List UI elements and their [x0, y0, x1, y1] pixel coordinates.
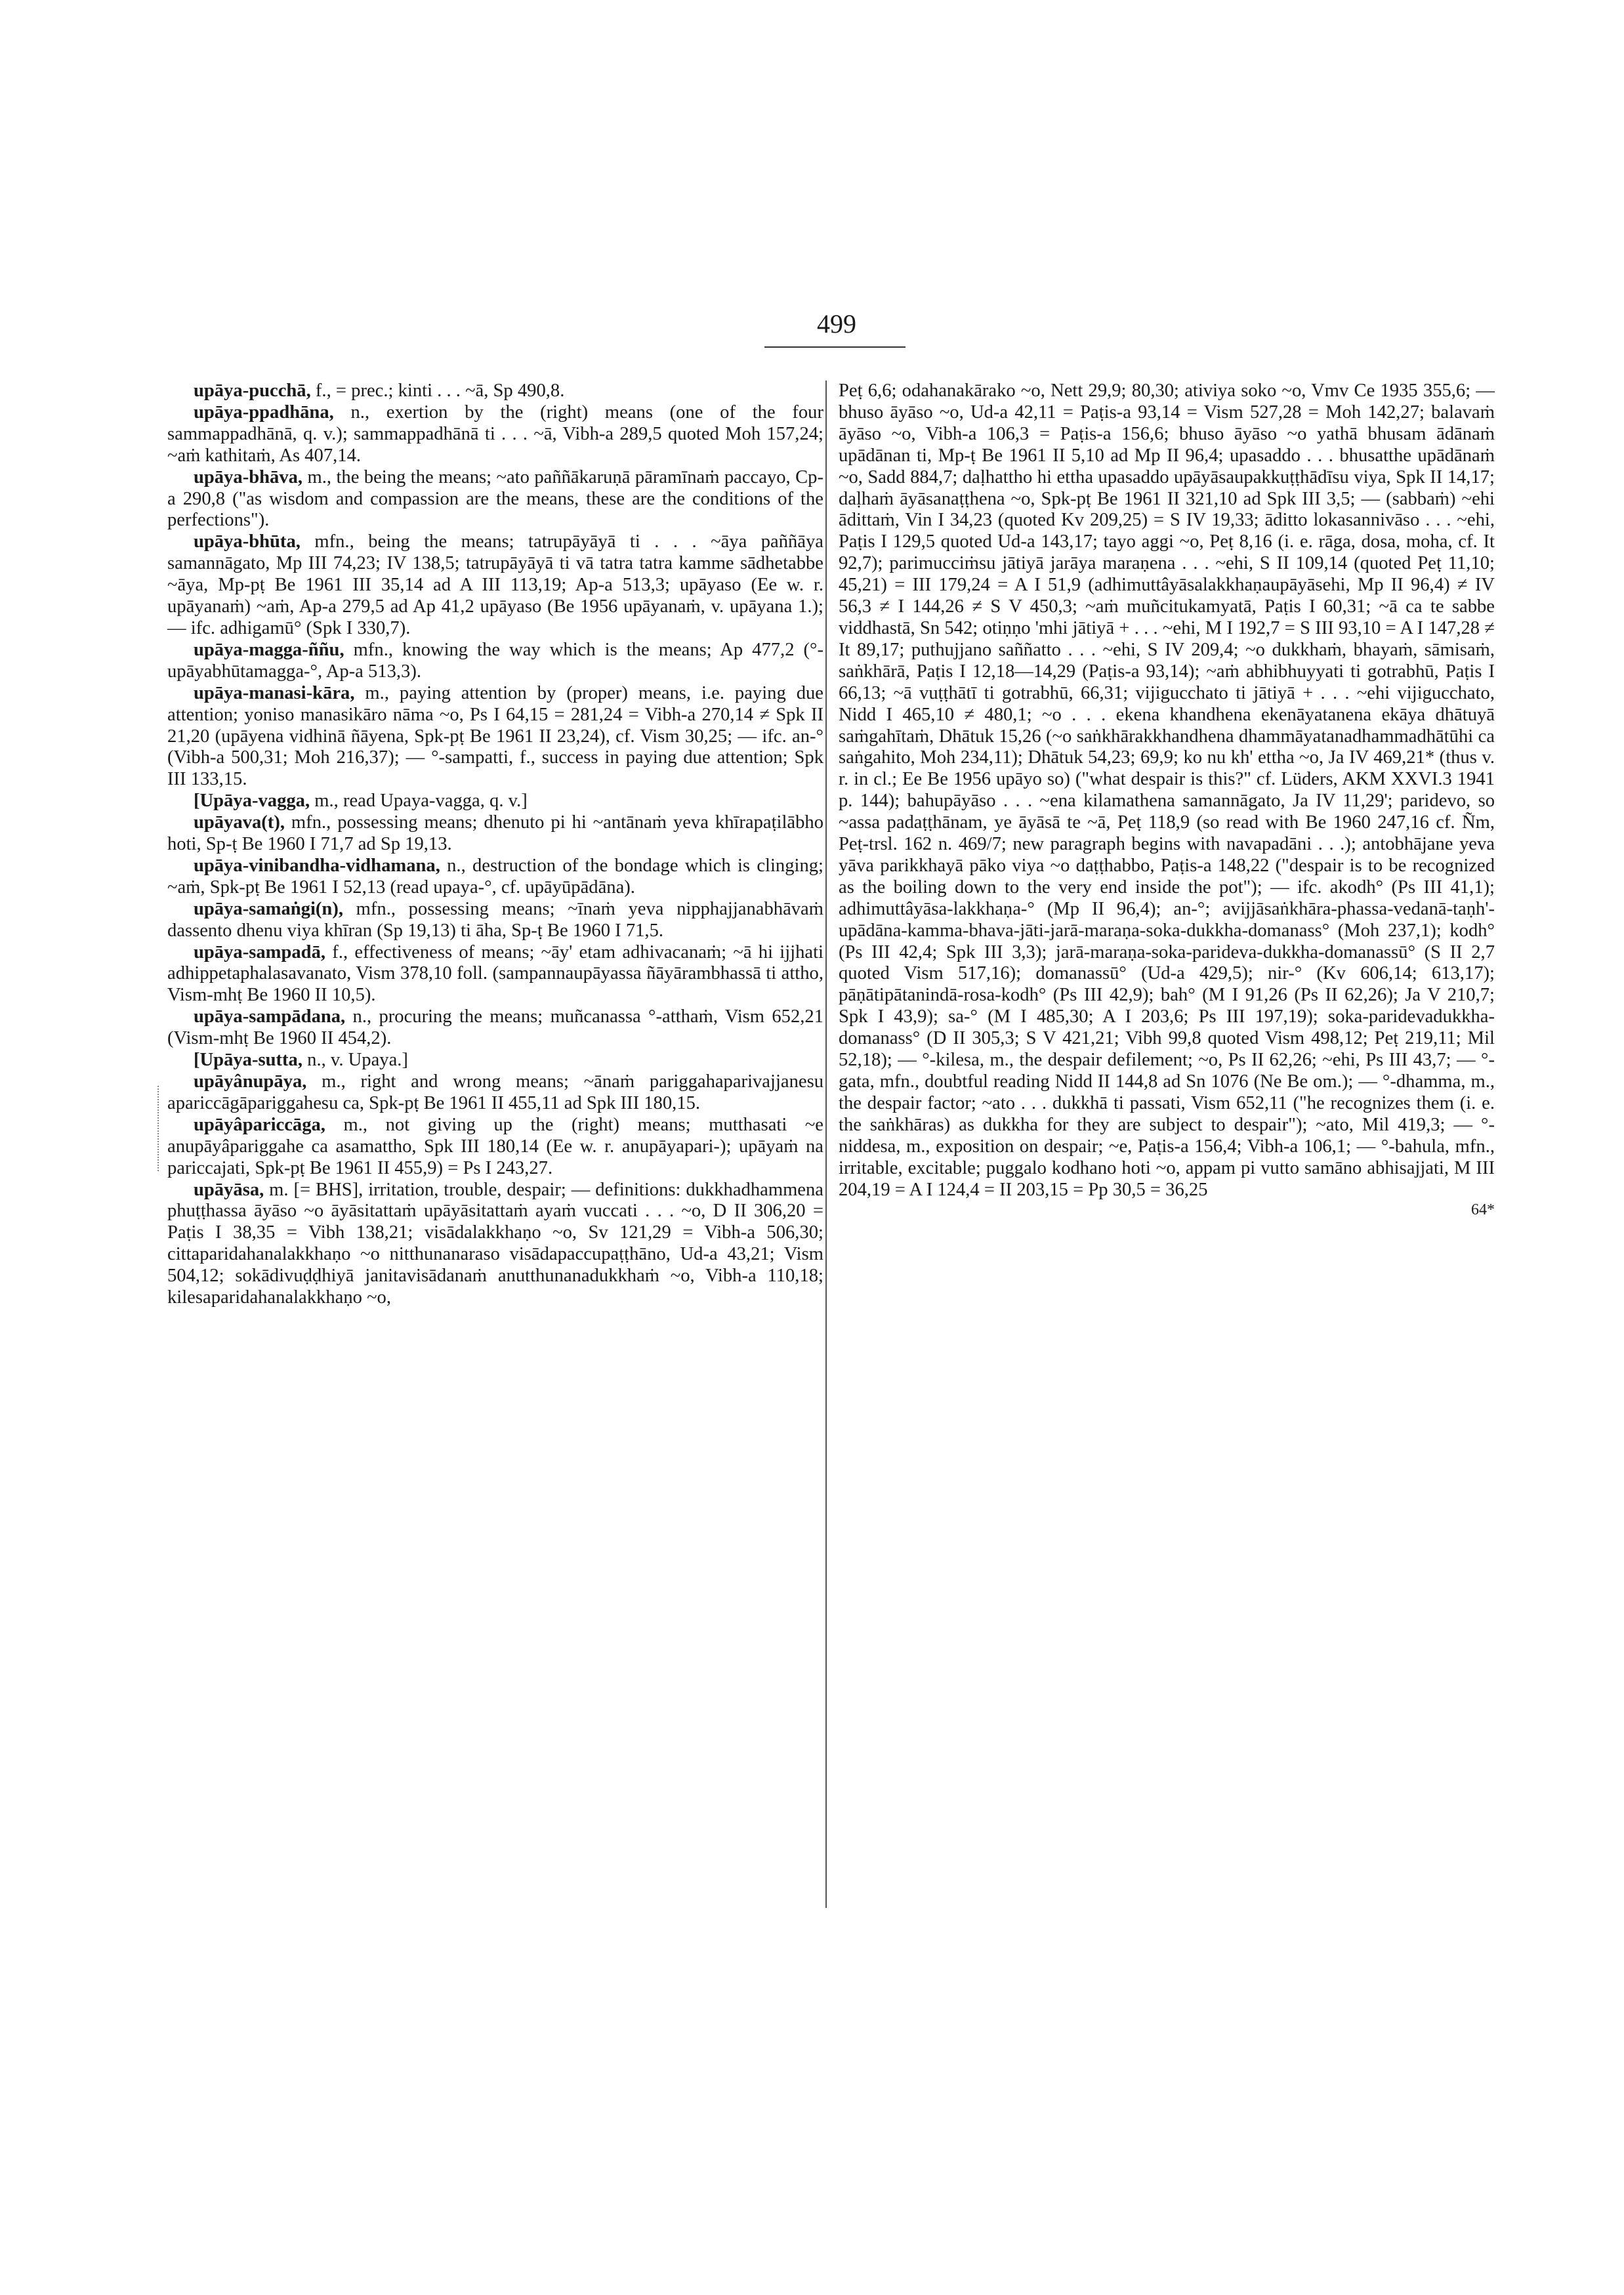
- dictionary-entry: [167, 1071, 823, 1115]
- dictionary-entry: [167, 812, 823, 856]
- entry-headword: upāyāsa,: [194, 1179, 264, 1200]
- dictionary-entry: [167, 467, 823, 532]
- entry-body: m., read Upaya-vagga, q. v.]: [310, 791, 528, 812]
- right-column: [839, 381, 1495, 1218]
- entry-headword: upāya-bhāva,: [194, 466, 303, 487]
- dictionary-entry: [167, 942, 823, 1007]
- entry-headword: upāya-sampadā,: [194, 941, 326, 962]
- dictionary-entry: [167, 791, 823, 812]
- dictionary-entry: [167, 683, 823, 791]
- entry-body: m., paying attention by (proper) means, i.e. paying due attention; yoniso manasikāro nāma ~o, Ps I 64,15 = 281,24 = Vibh-a 270,14 ≠ Spk II 21,20 (upāyena vidhinā ñāyena, Spk-pṭ Be 1961 II 23,24), cf. Vism 30,25; — ifc. an-° (Vibh-a 500,31; Moh 216,37); — °-sampatti, f., success in paying due attention; Spk III 133,15.: [167, 682, 823, 790]
- entry-headword: upāya-pucchā,: [194, 381, 311, 401]
- entry-headword: upāya-ppadhāna,: [194, 402, 334, 423]
- entry-headword: [Upāya-vagga,: [194, 791, 310, 812]
- dictionary-entry: [167, 402, 823, 467]
- dictionary-entry: [167, 1180, 823, 1309]
- entry-body: f., effectiveness of means; ~āy' etam adhivacanaṁ; ~ā hi ijjhati adhippetaphalasavanato, Vism 378,10 foll. (sampannaupāyassa ñāyārambhassā ti attho, Vism-mhṭ Be 1960 II 10,5).: [167, 941, 823, 1006]
- entry-headword: upāya-samaṅgi(n),: [194, 898, 343, 919]
- dictionary-entry: [167, 899, 823, 942]
- dictionary-entry: [167, 381, 823, 402]
- entry-body: n., v. Upaya.]: [302, 1050, 408, 1071]
- entry-body: m. [= BHS], irritation, trouble, despair; — definitions: dukkhadhammena phuṭṭhassa āyāso ~o āyāsitattaṁ upāyāsitattaṁ ayaṁ vuccati . . . ~o, D II 306,20 = Paṭis I 38,35 = Vibh 138,21; visādalakkhaṇo ~o, Sv 121,29 = Vibh-a 506,30; cittaparidahanalakkhaṇo ~o nitthunanaraso visādapaccupaṭṭhāno, Ud-a 43,21; Vism 504,12; sokādivuḍḍhiyā janitavisādanaṁ anutthunanadukkhaṁ ~o, Vibh-a 110,18; kilesaparidahanalakkhaṇo ~o,: [167, 1179, 823, 1308]
- entry-body: m., right and wrong means; ~ānaṁ pariggahaparivajjanesu apariccāgāpariggahesu ca, Spk-pṭ Be 1961 II 455,11 ad Spk III 180,15.: [167, 1071, 823, 1113]
- entry-body: n., exertion by the (right) means (one of the four sammappadhānā, q. v.); sammappadhānā ti . . . ~ā, Vibh-a 289,5 quoted Moh 157,24; ~aṁ kathitaṁ, As 407,14.: [167, 402, 823, 466]
- entry-body: mfn., knowing the way which is the means; Ap 477,2 (°-upāyabhūtamagga-°, Ap-a 513,3).: [167, 639, 823, 682]
- entry-body: mfn., possessing means; dhenuto pi hi ~antānaṁ yeva khīrapaṭilābho hoti, Sp-ṭ Be 1960 I 71,7 ad Sp 19,13.: [167, 812, 823, 855]
- dictionary-entry: [167, 1115, 823, 1180]
- entry-headword: upāya-vinibandha-vidhamana,: [194, 855, 440, 876]
- page-number: 499: [817, 309, 856, 339]
- entry-headword: upāyânupāya,: [194, 1071, 307, 1092]
- entry-headword: upāyâpariccāga,: [194, 1114, 325, 1135]
- entry-continuation: Peṭ 6,6; odahanakārako ~o, Nett 29,9; 80,30; ativiya soko ~o, Vmv Ce 1935 355,6; — bhuso āyāso ~o, Ud-a 42,11 = Paṭis-a 93,14 = Vism 527,28 = Moh 142,27; balavaṁ āyāso ~o, Vibh-a 106,3 = Paṭis-a 156,6; bhuso āyāso ~o yathā bhusam ādānaṁ upādānan ti, Mp-ṭ Be 1961 II 5,10 ad Mp II 96,4; upasaddo . . . bhusatthe upādānaṁ ~o, Sadd 884,7; daḷhattho hi ettha upasaddo upāyāsaupakkuṭṭhādīsu viya, Spk II 14,17; daḷhaṁ āyāsanaṭṭhena ~o, Spk-pṭ Be 1961 II 321,10 ad Spk III 3,5; — (sabbaṁ) ~ehi ādittaṁ, Vin I 34,23 (quoted Kv 209,25) = S IV 19,33; āditto lokasannivāso . . . ~ehi, Paṭis I 129,5 quoted Ud-a 143,17; tayo aggi ~o, Peṭ 8,16 (i. e. rāga, dosa, moha, cf. It 92,7); parimucciṁsu jātiyā jarāya maraṇena . . . ~ehi, S II 109,14 (quoted Peṭ 11,10; 45,21) = III 179,24 = A I 51,9 (adhimuttâyāsalakkhaṇaupāyāsehi, Mp II 96,4) ≠ IV 56,3 ≠ I 144,26 ≠ S V 450,3; ~aṁ muñcitukamyatā, Paṭis I 60,31; ~ā ca te sabbe viddhastā, Sn 542; otiṇṇo 'mhi jātiyā + . . . ~ehi, M I 192,7 = S III 93,10 = A I 147,28 ≠ It 89,17; puthujjano saññatto . . . ~ehi, S IV 209,4; ~o dukkhaṁ, bhayaṁ, sāmisaṁ, saṅkhārā, Paṭis I 12,18—14,29 (Paṭis-a 93,14); ~aṁ abhibhuyyati ti gotrabhū, Paṭis I 66,13; ~ā vuṭṭhātī ti gotrabhū, 66,31; vijigucchato ti jātiyā + . . . ~ehi vijigucchato, Nidd I 465,10 ≠ 480,1; ~o . . . ekena khandhena ekenāyatanena ekāya dhātuyā saṁgahītaṁ, Dhātuk 15,26 (~o saṅkhārakkhandhena dhammāyatanadhammadhātūhi ca saṅgahito, Moh 234,11); Dhātuk 54,23; 69,9; ko nu kh' ettha ~o, Ja IV 469,21* (thus v. r. in cl.; Ee Be 1956 upāyo so) ("what despair is this?" cf. Lüders, AKM XXVI.3 1941 p. 144); bahupāyāso . . . ~ena kilamathena samannāgato, Ja IV 11,29'; paridevo, so ~assa padaṭṭhānam, ye āyāsā te ~ā, Peṭ 118,9 (so read with Be 1960 247,16 cf. Ñm, Peṭ-trsl. 162 n. 469/7; new paragraph begins with navapadāni . . .); antobhājane yeva yāva parikkhayā pāko viya ~o daṭṭhabbo, Paṭis-a 148,22 ("despair is to be recognized as the boiling down to the very end inside the pot"); — ifc. akodh° (Ps III 41,1); adhimuttâyāsa-lakkhaṇa-° (Mp II 96,4); an-°; avijjāsaṅkhāra-phassa-vedanā-taṇh'-upādāna-kamma-bhava-jāti-jarā-maraṇa-soka-dukkha-domanass° (Moh 237,1); kodh° (Ps III 42,4; Spk III 3,3); jarā-maraṇa-soka-parideva-dukkha-domanassū° (S II 2,7 quoted Vism 517,16); domanassū° (Ud-a 429,5); nir-° (Kv 606,14; 613,17); pāṇātipātanindā-rosa-kodh° (Ps III 42,9); bah° (M I 91,26 (Ps II 62,26); Ja V 210,7; Spk I 43,9); sa-° (M I 485,30; A I 203,6; Ps III 197,19); soka-paridevadukkha-domanass° (D II 305,3; S V 421,21; Vibh 99,8 quoted Vism 498,12; Peṭ 219,11; Mil 52,18); — °-kilesa, m., the despair defilement; ~o, Ps II 62,26; ~ehi, Ps III 43,7; — °-gata, mfn., doubtful reading Nidd II 144,8 ad Sn 1076 (Ne Be om.); — °-dhamma, m., the despair factor; ~ato . . . dukkhā ti passati, Vism 652,11 ("he recognizes them (i. e. the saṅkhāras) as dukkha for they are subject to despair"); ~ato, Mil 419,3; — °-niddesa, m., exposition on despair; ~e, Paṭis-a 156,4; Vibh-a 106,1; — °-bahula, mfn., irritable, excitable; puggalo kodhano hoti ~o, appam pi vutto samāno abhisajjati, M III 204,19 = A I 124,4 = II 203,15 = Pp 30,5 = 36,25: [839, 381, 1495, 1200]
- header-rule: [764, 346, 906, 348]
- entry-body: mfn., possessing means; ~īnaṁ yeva nipphajjanabhāvaṁ dassento dhenu viya khīran (Sp 19,13) ti āha, Sp-ṭ Be 1960 I 71,5.: [167, 898, 823, 941]
- left-column: [167, 381, 823, 1309]
- entry-body: n., destruction of the bondage which is clinging; ~aṁ, Spk-pṭ Be 1961 I 52,13 (read upaya-°, cf. upāyūpādāna).: [167, 855, 823, 898]
- dictionary-entry: [167, 531, 823, 640]
- dictionary-entry: [167, 1050, 823, 1071]
- entry-headword: upāya-sampādana,: [194, 1006, 346, 1027]
- margin-mark: [157, 1086, 161, 1171]
- entry-headword: upāya-magga-ññu,: [194, 639, 344, 660]
- entry-headword: upāya-bhūta,: [194, 531, 301, 552]
- entry-body: m., not giving up the (right) means; mutthasati ~e anupāyâpariggahe ca asamattho, Spk III 180,14 (Ee w. r. anupāyapari-); upāyaṁ na pariccajati, Spk-pṭ Be 1961 II 455,9) = Ps I 243,27.: [167, 1114, 823, 1178]
- entry-headword: [Upāya-sutta,: [194, 1050, 303, 1071]
- entry-body: n., procuring the means; muñcanassa °-atthaṁ, Vism 652,21 (Vism-mhṭ Be 1960 II 454,2).: [167, 1006, 823, 1049]
- entry-body: m., the being the means; ~ato paññākaruṇā pāramīnaṁ paccayo, Cp-a 290,8 ("as wisdom and compassion are the means, these are the conditions of the perfections").: [167, 466, 823, 531]
- entry-headword: upāya-manasi-kāra,: [194, 682, 355, 703]
- dictionary-entry: [167, 1006, 823, 1050]
- dictionary-entry: [167, 856, 823, 899]
- entry-body: f., = prec.; kinti . . . ~ā, Sp 490,8.: [310, 381, 565, 401]
- column-divider: [825, 381, 827, 1908]
- entry-body: mfn., being the means; tatrupāyāyā ti . . . ~āya paññāya samannāgato, Mp III 74,23; IV 138,5; tatrupāyāyā ti vā tatra tatra kamme sādhetabbe ~āya, Mp-pṭ Be 1961 III 35,14 ad A III 113,19; Ap-a 513,3; upāyaso (Ee w. r. upāyanaṁ) ~aṁ, Ap-a 279,5 ad Ap 41,2 upāyaso (Be 1956 upāyanaṁ, v. upāyana 1.); — ifc. adhigamū° (Spk I 330,7).: [167, 531, 823, 638]
- dictionary-entry: [167, 640, 823, 683]
- signature-mark: 64*: [1471, 1201, 1495, 1219]
- entry-headword: upāyava(t),: [194, 812, 285, 833]
